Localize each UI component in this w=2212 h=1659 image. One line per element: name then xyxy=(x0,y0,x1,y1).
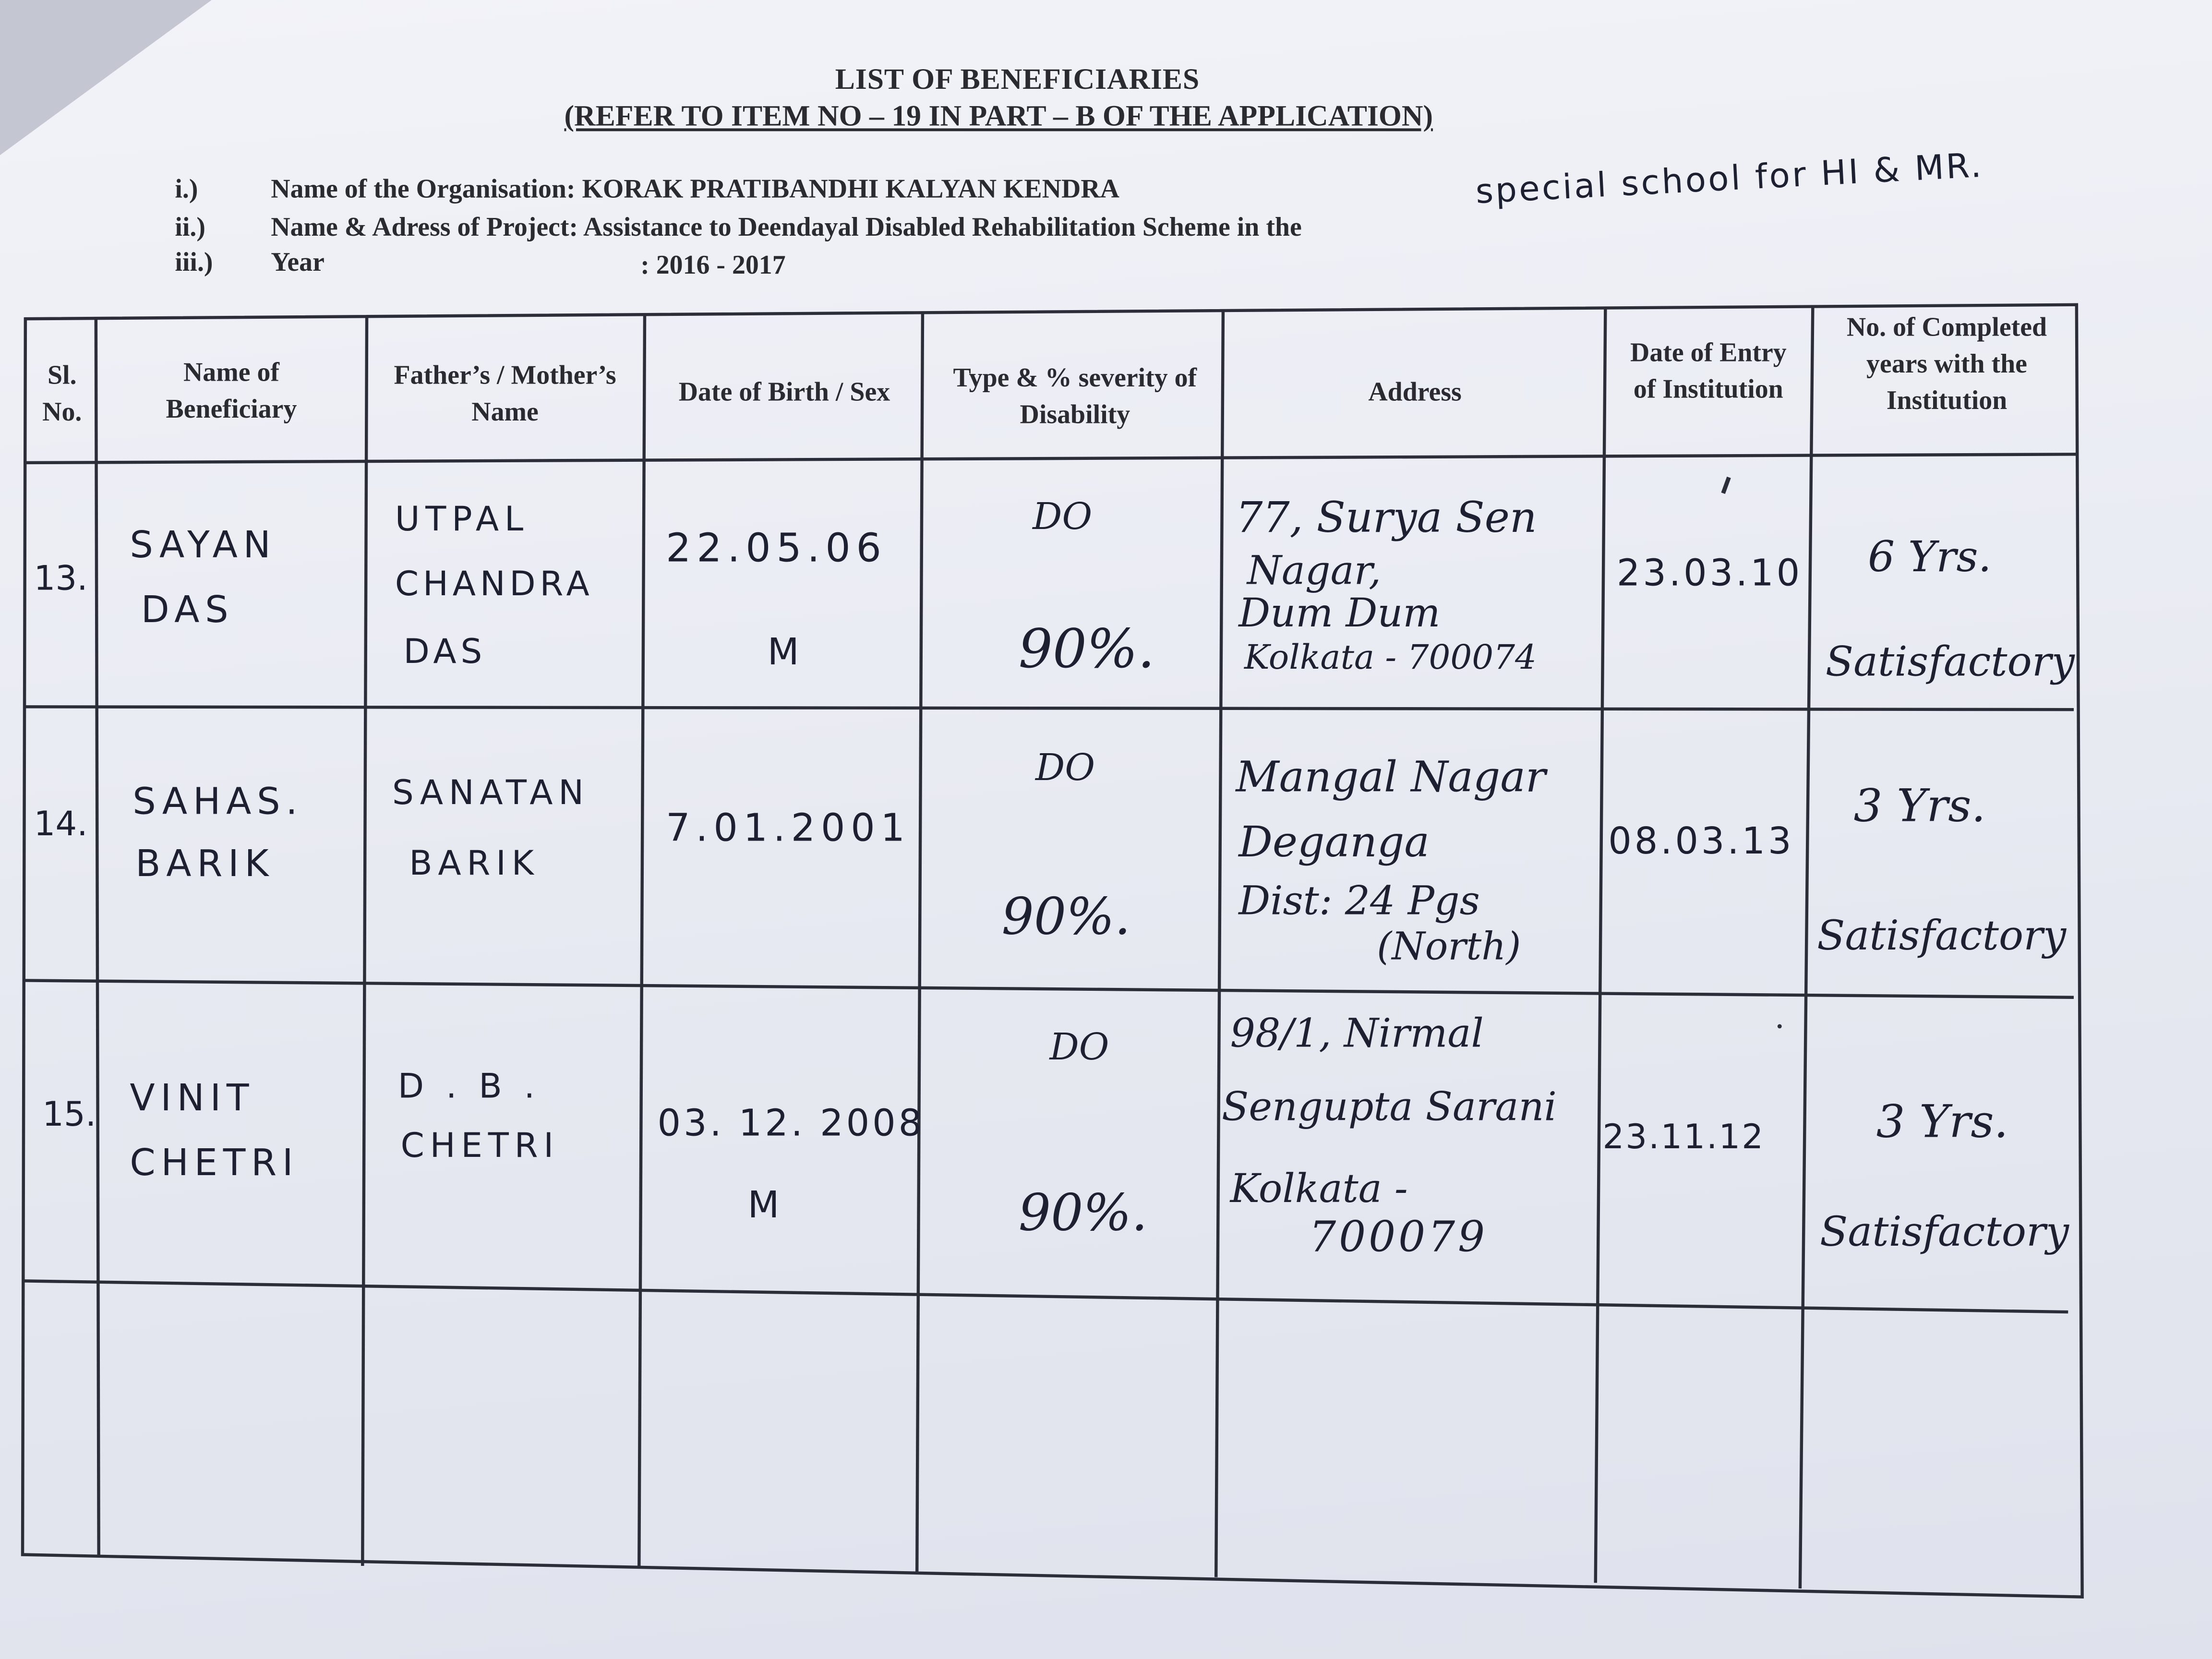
col-line-6 xyxy=(1596,309,1606,1583)
row-15-sl-no: 15. xyxy=(42,1094,96,1134)
row-14-name-line-2: BARIK xyxy=(135,843,275,886)
row-14-sl-no: 14. xyxy=(34,804,88,844)
info-number-3: iii.) xyxy=(175,248,213,278)
column-header-parent-name: Father’s / Mother’s Name xyxy=(394,361,616,428)
row-15-entry-date: 23.11.12 xyxy=(1602,1117,1765,1157)
row-15-address-line-3: Kolkata - xyxy=(1230,1165,1408,1212)
row-14-entry-date: 08.03.13 xyxy=(1608,821,1794,864)
row-13-sl-no: 13. xyxy=(34,558,88,599)
col-line-4 xyxy=(917,313,923,1571)
row-13-address-line-3: Dum Dum xyxy=(1238,589,1441,637)
row-13-severity: 90%. xyxy=(1018,618,1155,680)
col-line-7 xyxy=(1800,308,1813,1588)
row-15-completed-years: 3 Yrs. xyxy=(1876,1094,2008,1149)
row-14-address-line-1: Mangal Nagar xyxy=(1236,753,1546,803)
column-header-address: Address xyxy=(1368,378,1462,408)
row-14-parent-line-2: BARIK xyxy=(409,843,540,883)
row-15-address-line-4: 700079 xyxy=(1309,1213,1488,1263)
row-15-sex: M xyxy=(747,1185,780,1227)
column-header-beneficiary-name: Name of Beneficiary xyxy=(166,358,297,425)
row-13-address-line-1: 77, Surya Sen xyxy=(1236,493,1537,543)
row-14-address-line-2: Deganga xyxy=(1238,818,1430,868)
document-subtitle: (REFER TO ITEM NO – 19 IN PART – B OF THE APPLICATION) xyxy=(564,98,1433,133)
row-14-remark: Satisfactory xyxy=(1817,911,2067,960)
row-15-name-line-2: CHETRI xyxy=(130,1142,299,1185)
row-14-severity: 90%. xyxy=(1001,889,1131,947)
info-number-2: ii.) xyxy=(175,213,206,243)
document-title: LIST OF BENEFICIARIES xyxy=(835,62,1200,96)
row-14-completed-years: 3 Yrs. xyxy=(1853,779,1986,832)
row-14-disability-type: DO xyxy=(1035,747,1095,790)
row-15-name-line-1: VINIT xyxy=(130,1078,255,1120)
row-13-name-line-2: DAS xyxy=(141,589,234,632)
row-14-address-line-3: Dist: 24 Pgs xyxy=(1238,877,1480,924)
row-13-name-line-1: SAYAN xyxy=(130,525,276,567)
project-name: Name & Adress of Project: Assistance to Deendayal Disabled Rehabilitation Scheme in the xyxy=(271,213,1302,243)
row-13-entry-date: 23.03.10 xyxy=(1616,553,1803,596)
column-header-completed-years: No. of Completed years with the Institution xyxy=(1846,313,2047,416)
year-value: : 2016 - 2017 xyxy=(640,251,786,281)
row-13-completed-years: 6 Yrs. xyxy=(1867,533,1992,583)
row-14-line xyxy=(24,980,2074,997)
row-13-parent-line-2: CHANDRA xyxy=(395,564,594,604)
row-13-sex: M xyxy=(767,632,799,674)
row-14-dob: 7.01.2001 xyxy=(666,806,911,851)
col-line-5 xyxy=(1216,312,1223,1577)
year-label: Year xyxy=(271,248,325,278)
column-header-sl-no: Sl. No. xyxy=(42,361,82,428)
row-13-disability-type: DO xyxy=(1033,496,1093,539)
column-header-entry-date: Date of Entry of Institution xyxy=(1630,338,1787,405)
header-row-line xyxy=(25,454,2077,463)
row-15-parent-line-1: D . B . xyxy=(397,1066,541,1106)
column-header-disability: Type & % severity of Disability xyxy=(953,364,1197,431)
col-line-1 xyxy=(96,319,99,1557)
row-14-name-line-1: SAHAS. xyxy=(132,781,303,824)
row-13-parent-line-3: DAS xyxy=(403,632,487,672)
row-15-address-line-2: Sengupta Sarani xyxy=(1221,1083,1557,1130)
row-15-disability-type: DO xyxy=(1049,1027,1109,1070)
row-13-parent-line-1: UTPAL xyxy=(395,499,529,539)
row-13-remark: Satisfactory xyxy=(1825,637,2075,686)
info-number-1: i.) xyxy=(175,175,198,205)
row-15-severity: 90%. xyxy=(1018,1185,1148,1243)
row-15-address-line-1: 98/1, Nirmal xyxy=(1230,1010,1484,1057)
organisation-name: Name of the Organisation: KORAK PRATIBANDHI KALYAN KENDRA xyxy=(271,175,1119,205)
row-14-address-line-4: (North) xyxy=(1377,925,1521,969)
row-15-parent-line-2: CHETRI xyxy=(400,1126,559,1166)
row-15-dob: 03. 12. 2008 xyxy=(657,1103,925,1146)
column-header-dob-sex: Date of Birth / Sex xyxy=(678,378,890,408)
project-handwritten-note: special school for HI & MR. xyxy=(1474,145,1984,212)
row-13-address-line-2: Nagar, xyxy=(1247,547,1382,594)
row-13-dob: 22.05.06 xyxy=(666,525,887,572)
row-14-parent-line-1: SANATAN xyxy=(392,773,589,813)
col-line-3 xyxy=(639,314,645,1569)
col-line-2 xyxy=(362,317,367,1566)
row-13-line xyxy=(25,707,2074,709)
row-15-line xyxy=(24,1281,2068,1312)
row-13-address-line-4: Kolkata - 700074 xyxy=(1244,637,1537,677)
row-15-remark: Satisfactory xyxy=(1820,1207,2069,1256)
stray-dot-entry-column xyxy=(1778,1024,1782,1029)
